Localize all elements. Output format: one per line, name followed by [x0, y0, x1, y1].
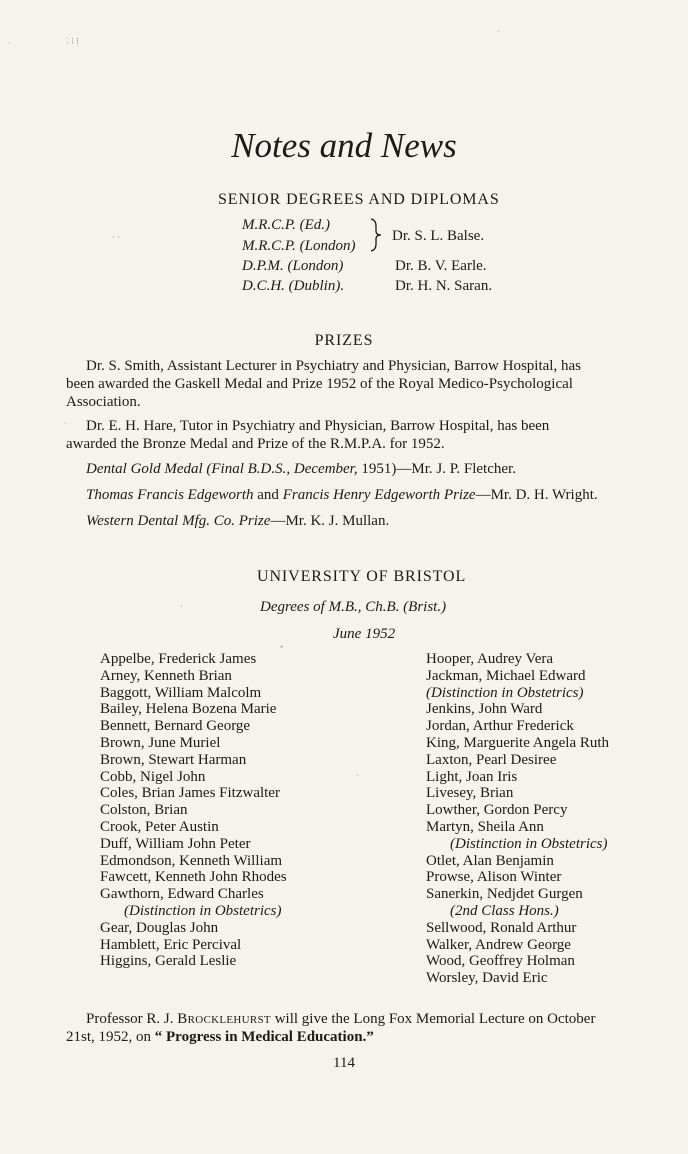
- graduate-name: Walker, Andrew George: [426, 936, 571, 953]
- graduate-name: Prowse, Alison Winter: [426, 869, 562, 886]
- prize-winner: —Mr. K. J. Mullan.: [270, 513, 390, 529]
- holder-balse: Dr. S. L. Balse.: [392, 228, 485, 244]
- graduate-name: Otlet, Alan Benjamin: [426, 852, 554, 869]
- graduate-name: Brown, Stewart Harman: [100, 751, 247, 768]
- degree-mrcp-london: M.R.C.P. (London): [242, 238, 356, 254]
- prize-paragraph-2-line-1: Dr. E. H. Hare, Tutor in Psychiatry and Physician, Barrow Hospital, has been: [86, 418, 550, 434]
- degree-dpm: D.P.M. (London): [242, 258, 344, 274]
- bristol-date: June 1952: [333, 626, 396, 642]
- print-speck: ⁚ ⁝ ⁞: [66, 36, 79, 46]
- prize-paragraph-1-line-1: Dr. S. Smith, Assistant Lecturer in Psychiatry and Physician, Barrow Hospital, has: [86, 358, 581, 374]
- graduate-name: Appelbe, Frederick James: [100, 651, 257, 667]
- graduate-name: Gawthorn, Edward Charles: [100, 886, 264, 903]
- graduate-name: Cobb, Nigel John: [100, 768, 206, 785]
- graduate-name: Lowther, Gordon Percy: [426, 802, 568, 819]
- graduate-name: Bennett, Bernard George: [100, 718, 251, 735]
- bristol-subheading: Degrees of M.B., Ch.B. (Brist.): [260, 599, 447, 615]
- graduate-honours: (2nd Class Hons.): [450, 902, 559, 919]
- graduate-name: King, Marguerite Angela Ruth: [426, 734, 610, 751]
- print-speck: •: [280, 642, 284, 652]
- graduates-left-column: [100, 651, 287, 970]
- graduate-name: Duff, William John Peter: [100, 835, 251, 852]
- brace-icon: [368, 218, 384, 252]
- graduate-name: Laxton, Pearl Desiree: [426, 751, 557, 768]
- graduate-name: Arney, Kenneth Brian: [100, 667, 232, 684]
- graduate-name: Jackman, Michael Edward: [426, 667, 586, 684]
- graduate-distinction: (Distinction in Obstetrics): [426, 684, 584, 701]
- graduate-name: Baggott, William Malcolm: [100, 684, 262, 701]
- print-speck: ·: [497, 26, 500, 36]
- degree-dch: D.C.H. (Dublin).: [242, 278, 345, 294]
- graduate-name: Worsley, David Eric: [426, 970, 548, 987]
- senior-degrees-heading: SENIOR DEGREES AND DIPLOMAS: [218, 191, 500, 208]
- graduate-distinction: (Distinction in Obstetrics): [450, 835, 608, 852]
- graduate-name: Jenkins, John Ward: [426, 701, 543, 718]
- print-speck: ·: [356, 770, 359, 780]
- holder-saran: Dr. H. N. Saran.: [395, 278, 493, 294]
- graduate-name: Hooper, Audrey Vera: [426, 651, 554, 667]
- prize-edgeworth: [86, 485, 598, 505]
- print-speck: ·: [180, 601, 183, 611]
- holder-earle: Dr. B. V. Earle.: [395, 258, 487, 274]
- graduate-name: Colston, Brian: [100, 802, 188, 819]
- degree-mrcp-ed: M.R.C.P. (Ed.): [242, 217, 331, 233]
- prizes-heading: PRIZES: [314, 332, 374, 349]
- graduate-name: Crook, Peter Austin: [100, 818, 219, 835]
- graduate-name: Gear, Douglas John: [100, 919, 219, 936]
- graduate-name: Brown, June Muriel: [100, 734, 221, 751]
- print-speck: ·: [8, 38, 11, 48]
- graduate-name: Sanerkin, Nedjdet Gurgen: [426, 886, 583, 903]
- prize-name: Dental Gold Medal (Final B.D.S., December,: [86, 461, 358, 477]
- prize-winner: —Mr. D. H. Wright.: [475, 487, 598, 503]
- prize-conjunction: and: [253, 487, 283, 503]
- graduate-distinction: (Distinction in Obstetrics): [124, 902, 282, 919]
- bristol-heading: UNIVERSITY OF BRISTOL: [257, 568, 467, 585]
- graduate-name: Higgins, Gerald Leslie: [100, 953, 237, 970]
- lecture-prefix: Professor R. J.: [86, 1011, 178, 1027]
- graduate-name: Fawcett, Kenneth John Rhodes: [100, 869, 287, 886]
- prize-paragraph-2-line-2: awarded the Bronze Medal and Prize of the R.M.P.A. for 1952.: [66, 436, 445, 452]
- prize-dental-gold: [86, 459, 516, 479]
- graduate-name: Sellwood, Ronald Arthur: [426, 919, 577, 936]
- prize-winner: —Mr. J. P. Fletcher.: [396, 461, 516, 477]
- lecture-notice-line-1: [86, 1009, 595, 1029]
- lecture-date: 21st, 1952, on: [66, 1029, 155, 1045]
- print-speck: · ·: [112, 232, 121, 242]
- lecturer-name: Brocklehurst: [177, 1011, 271, 1027]
- graduate-name: Wood, Geoffrey Holman: [426, 953, 575, 970]
- graduate-name: Hamblett, Eric Percival: [100, 936, 242, 953]
- lecture-notice-line-2: [66, 1027, 374, 1047]
- graduate-name: Coles, Brian James Fitzwalter: [100, 785, 280, 802]
- prize-western-dental: [86, 511, 389, 531]
- graduates-right-column: [426, 651, 609, 987]
- page-title: Notes and News: [231, 126, 457, 165]
- graduate-name: Bailey, Helena Bozena Marie: [100, 701, 277, 718]
- prize-name: Western Dental Mfg. Co. Prize: [86, 513, 271, 529]
- graduate-name: Jordan, Arthur Frederick: [426, 718, 574, 735]
- graduate-name: Light, Joan Iris: [426, 768, 518, 785]
- prize-paragraph-1-line-2: been awarded the Gaskell Medal and Prize 1952 of the Royal Medico-Psychological: [66, 376, 573, 392]
- prize-year: 1951): [357, 461, 397, 477]
- prize-name: Francis Henry Edgeworth Prize: [282, 487, 476, 503]
- graduate-name: Edmondson, Kenneth William: [100, 852, 283, 869]
- lecture-title: “ Progress in Medical Education.”: [154, 1029, 374, 1045]
- lecture-text: will give the Long Fox Memorial Lecture on October: [270, 1011, 596, 1027]
- print-speck: ·: [64, 418, 67, 428]
- graduate-name: Livesey, Brian: [426, 785, 514, 802]
- graduate-name: Martyn, Sheila Ann: [426, 818, 544, 835]
- prize-name: Thomas Francis Edgeworth: [86, 487, 254, 503]
- prize-paragraph-1-line-3: Association.: [66, 394, 141, 410]
- page-number: 114: [333, 1055, 355, 1071]
